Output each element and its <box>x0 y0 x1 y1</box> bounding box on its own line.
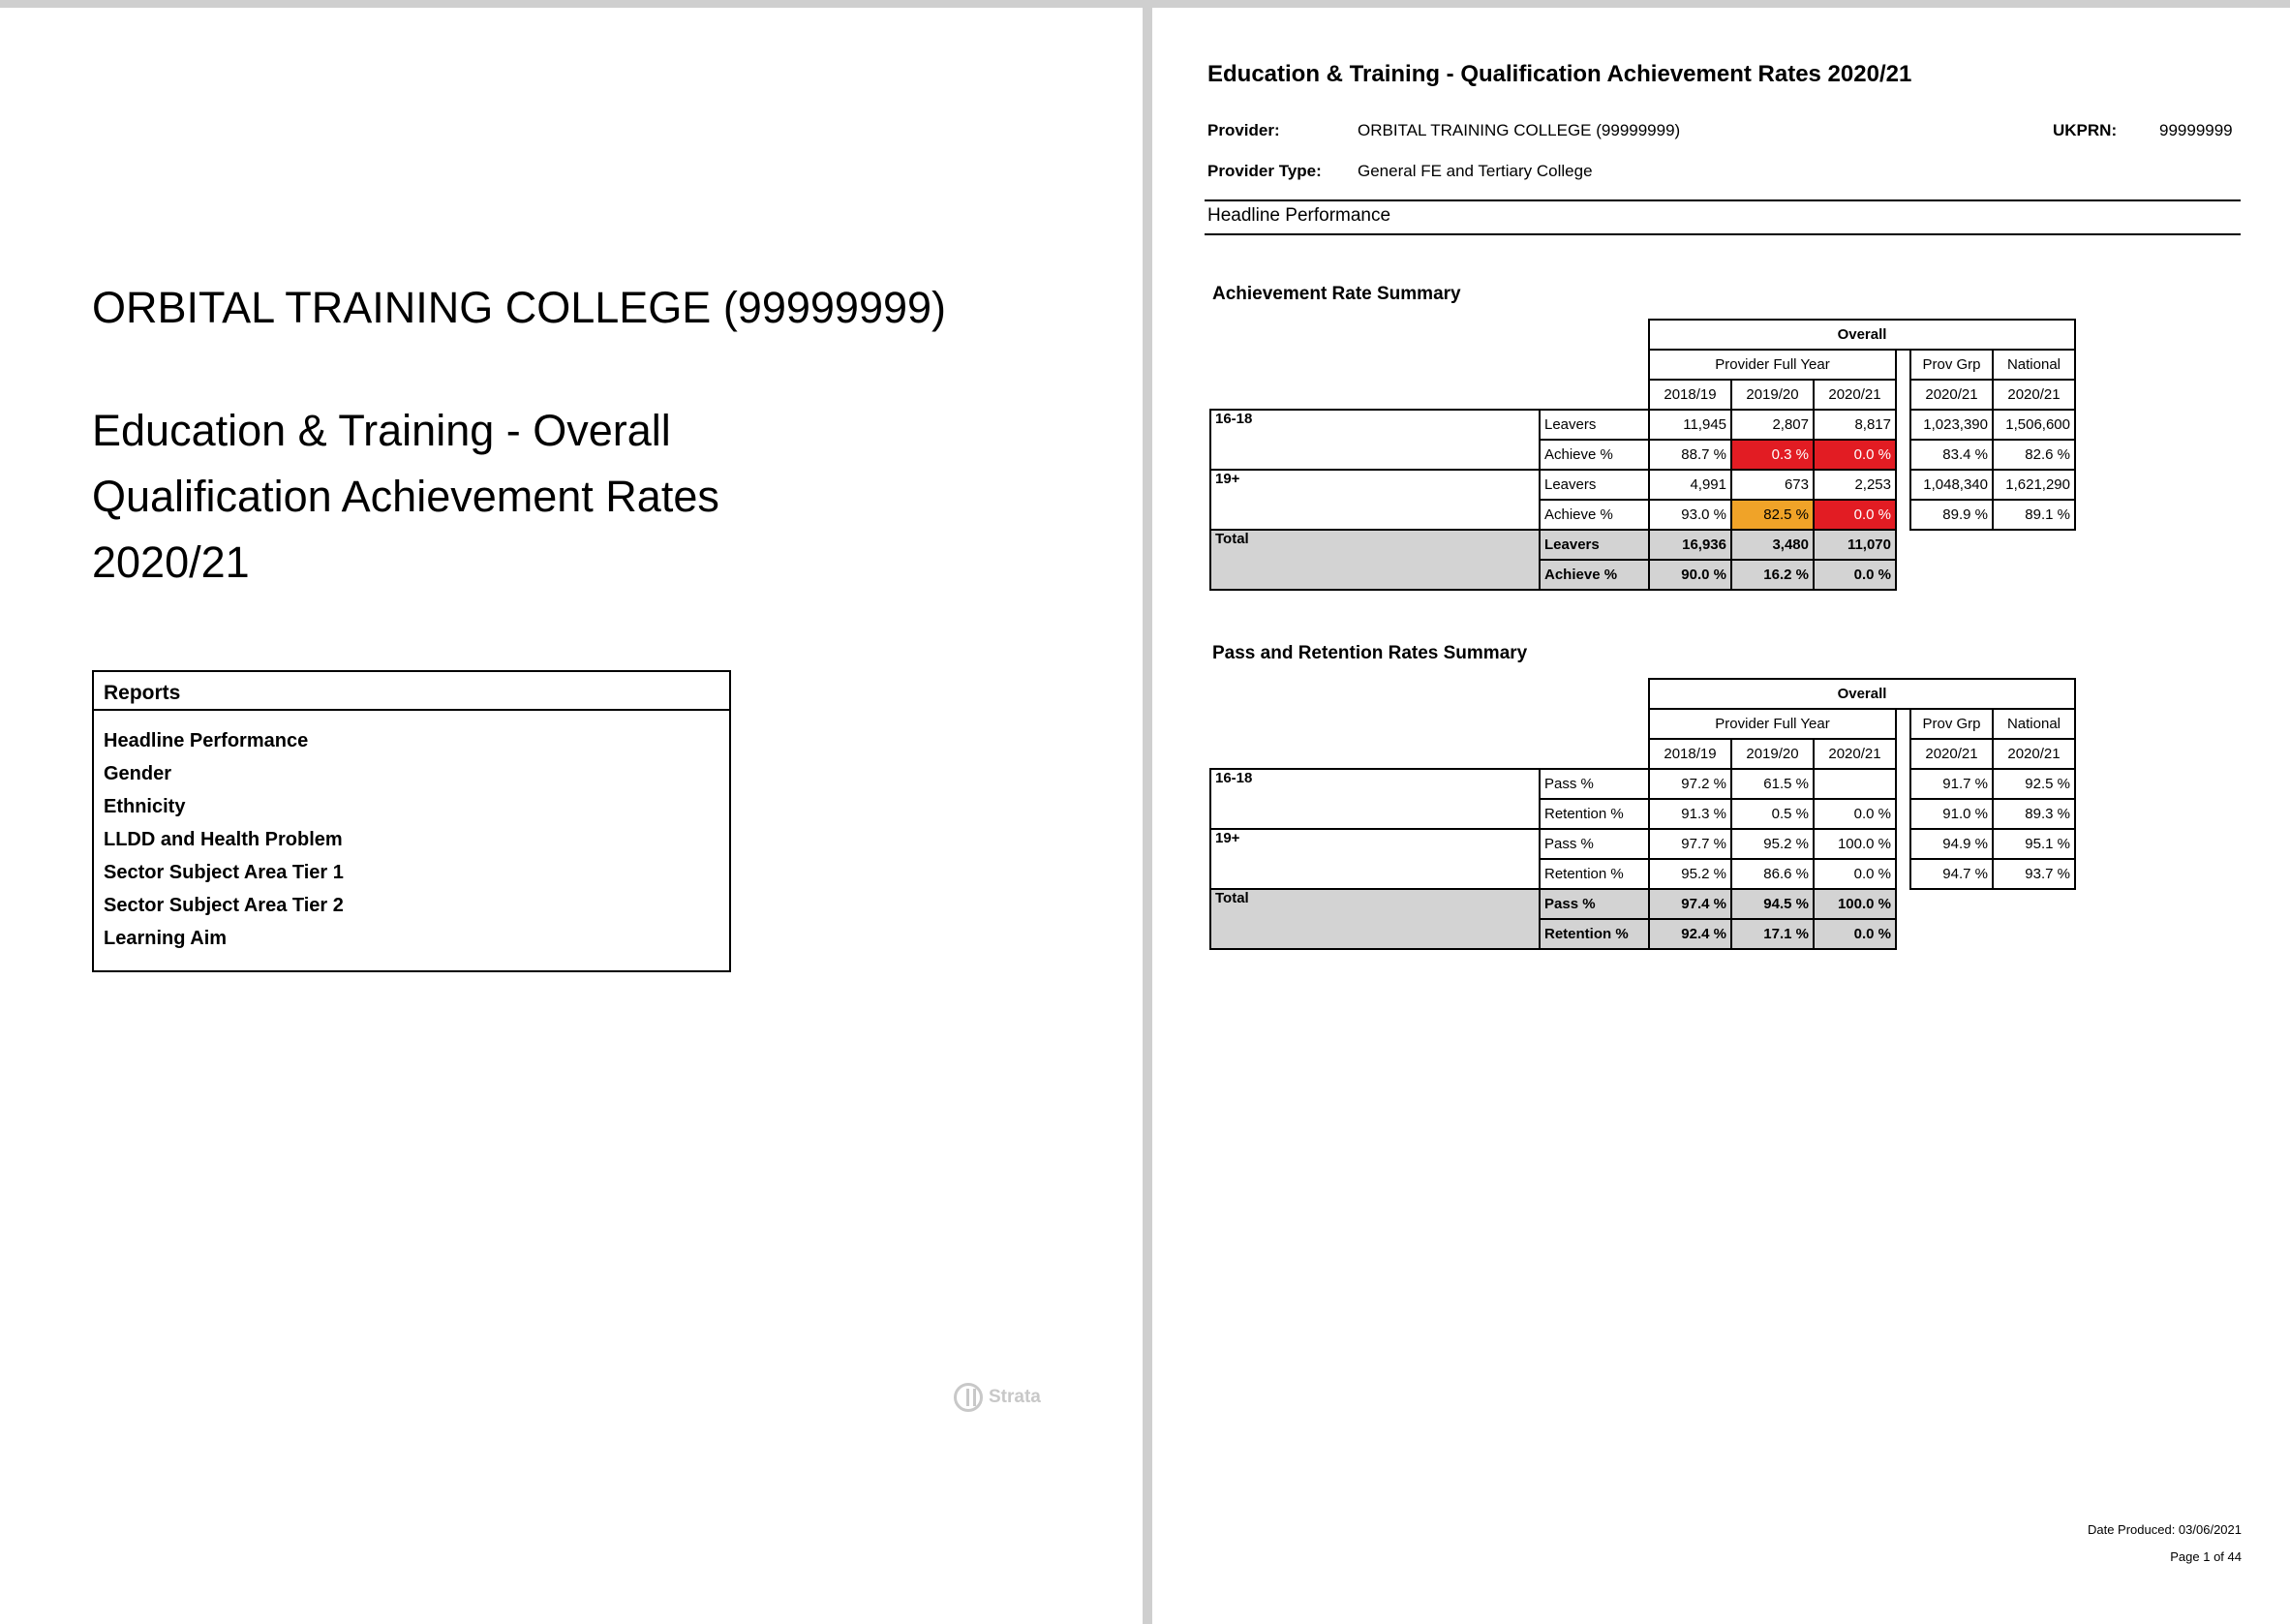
report-link[interactable]: LLDD and Health Problem <box>104 829 343 850</box>
value-cell: 97.7 % <box>1649 829 1731 859</box>
report-link[interactable]: Sector Subject Area Tier 2 <box>104 895 344 916</box>
total-value-cell: 16.2 % <box>1731 560 1814 590</box>
group-label: 16-18 <box>1210 410 1540 470</box>
prov-grp-cell: 1,023,390 <box>1910 410 1993 440</box>
year-header: 2020/21 <box>1910 739 1993 769</box>
report-link[interactable]: Headline Performance <box>104 730 309 751</box>
total-measure-label: Leavers <box>1540 530 1649 560</box>
reports-list <box>94 711 729 955</box>
prov-grp-cell: 1,048,340 <box>1910 470 1993 500</box>
value-cell: 61.5 % <box>1731 769 1814 799</box>
value-cell: 0.5 % <box>1731 799 1814 829</box>
prov-grp-cell: 94.9 % <box>1910 829 1993 859</box>
prov-grp-header: Prov Grp <box>1910 350 1993 380</box>
national-header: National <box>1993 350 2075 380</box>
year-header: 2020/21 <box>1993 739 2075 769</box>
total-value-cell: 0.0 % <box>1814 919 1896 949</box>
provider-type-label: Provider Type: <box>1207 162 1322 180</box>
strata-logo-icon <box>954 1383 983 1412</box>
national-cell: 89.3 % <box>1993 799 2075 829</box>
section-heading: Headline Performance <box>1207 205 1391 226</box>
achievement-table <box>1209 319 2076 591</box>
measure-label: Leavers <box>1540 470 1649 500</box>
report-title: Education & Training - Qualification Achievement Rates 2020/21 <box>1207 61 1912 87</box>
value-cell-amber: 82.5 % <box>1731 500 1814 530</box>
report-link[interactable]: Learning Aim <box>104 928 228 949</box>
date-produced: Date Produced: 03/06/2021 <box>2087 1522 2242 1537</box>
value-cell: 4,991 <box>1649 470 1731 500</box>
value-cell: 95.2 % <box>1731 829 1814 859</box>
total-value-cell: 94.5 % <box>1731 889 1814 919</box>
provider-full-year-header: Provider Full Year <box>1649 350 1896 380</box>
total-value-cell: 17.1 % <box>1731 919 1814 949</box>
year-header: 2020/21 <box>1814 380 1896 410</box>
national-header: National <box>1993 709 2075 739</box>
provider-label: Provider: <box>1207 121 1280 139</box>
value-cell: 97.2 % <box>1649 769 1731 799</box>
achievement-table-title: Achievement Rate Summary <box>1212 284 1461 304</box>
cover-title-line: Qualification Achievement Rates <box>92 472 719 521</box>
prov-grp-cell: 94.7 % <box>1910 859 1993 889</box>
value-cell: 86.6 % <box>1731 859 1814 889</box>
report-link[interactable]: Gender <box>104 763 172 784</box>
value-cell-red: 0.0 % <box>1814 440 1896 470</box>
strata-watermark <box>954 1383 1041 1412</box>
national-cell: 1,506,600 <box>1993 410 2075 440</box>
value-cell: 2,253 <box>1814 470 1896 500</box>
total-label: Total <box>1210 889 1540 949</box>
measure-label: Achieve % <box>1540 440 1649 470</box>
year-header: 2020/21 <box>1814 739 1896 769</box>
year-header: 2018/19 <box>1649 739 1731 769</box>
value-cell: 0.0 % <box>1814 799 1896 829</box>
measure-label: Pass % <box>1540 829 1649 859</box>
value-cell: 11,945 <box>1649 410 1731 440</box>
total-value-cell: 16,936 <box>1649 530 1731 560</box>
total-value-cell: 97.4 % <box>1649 889 1731 919</box>
report-link[interactable]: Ethnicity <box>104 796 186 817</box>
prov-grp-cell: 91.0 % <box>1910 799 1993 829</box>
watermark-text: Strata <box>989 1387 1041 1407</box>
group-label: 19+ <box>1210 470 1540 530</box>
total-value-cell: 0.0 % <box>1814 560 1896 590</box>
measure-label: Achieve % <box>1540 500 1649 530</box>
value-cell: 88.7 % <box>1649 440 1731 470</box>
provider-full-year-header: Provider Full Year <box>1649 709 1896 739</box>
total-measure-label: Pass % <box>1540 889 1649 919</box>
year-header: 2020/21 <box>1910 380 1993 410</box>
value-cell-red: 0.0 % <box>1814 500 1896 530</box>
national-cell: 89.1 % <box>1993 500 2075 530</box>
group-label: 19+ <box>1210 829 1540 889</box>
total-value-cell: 90.0 % <box>1649 560 1731 590</box>
value-cell: 91.3 % <box>1649 799 1731 829</box>
report-page <box>1152 8 2290 1624</box>
national-cell: 82.6 % <box>1993 440 2075 470</box>
national-cell: 95.1 % <box>1993 829 2075 859</box>
national-cell: 92.5 % <box>1993 769 2075 799</box>
cover-college-name: ORBITAL TRAINING COLLEGE (99999999) <box>92 283 947 332</box>
measure-label: Pass % <box>1540 769 1649 799</box>
prov-grp-header: Prov Grp <box>1910 709 1993 739</box>
value-cell-red: 0.3 % <box>1731 440 1814 470</box>
page-number: Page 1 of 44 <box>2170 1549 2242 1564</box>
total-value-cell: 11,070 <box>1814 530 1896 560</box>
prov-grp-cell: 91.7 % <box>1910 769 1993 799</box>
total-value-cell: 3,480 <box>1731 530 1814 560</box>
year-header: 2020/21 <box>1993 380 2075 410</box>
value-cell: 8,817 <box>1814 410 1896 440</box>
section-rule-top <box>1205 199 2241 201</box>
value-cell: 95.2 % <box>1649 859 1731 889</box>
cover-title <box>92 398 963 596</box>
value-cell: 673 <box>1731 470 1814 500</box>
total-label: Total <box>1210 530 1540 590</box>
value-cell <box>1814 769 1896 799</box>
section-rule-bottom <box>1205 233 2241 235</box>
year-header: 2018/19 <box>1649 380 1731 410</box>
provider-type-value: General FE and Tertiary College <box>1358 162 1593 180</box>
report-link[interactable]: Sector Subject Area Tier 1 <box>104 862 344 883</box>
cover-title-line: Education & Training - Overall <box>92 406 671 455</box>
total-measure-label: Retention % <box>1540 919 1649 949</box>
overall-header: Overall <box>1649 320 2075 350</box>
measure-label: Retention % <box>1540 799 1649 829</box>
ukprn-value: 99999999 <box>2159 121 2233 139</box>
national-cell: 93.7 % <box>1993 859 2075 889</box>
prov-grp-cell: 83.4 % <box>1910 440 1993 470</box>
value-cell: 100.0 % <box>1814 829 1896 859</box>
total-measure-label: Achieve % <box>1540 560 1649 590</box>
value-cell: 2,807 <box>1731 410 1814 440</box>
overall-header: Overall <box>1649 679 2075 709</box>
national-cell: 1,621,290 <box>1993 470 2075 500</box>
value-cell: 93.0 % <box>1649 500 1731 530</box>
prov-grp-cell: 89.9 % <box>1910 500 1993 530</box>
ukprn-label: UKPRN: <box>2053 121 2118 139</box>
pass-retention-table <box>1209 678 2076 950</box>
measure-label: Leavers <box>1540 410 1649 440</box>
provider-value: ORBITAL TRAINING COLLEGE (99999999) <box>1358 121 1681 139</box>
pass-table-title: Pass and Retention Rates Summary <box>1212 643 1528 663</box>
total-value-cell: 100.0 % <box>1814 889 1896 919</box>
cover-page <box>0 8 1143 1624</box>
measure-label: Retention % <box>1540 859 1649 889</box>
year-header: 2019/20 <box>1731 380 1814 410</box>
total-value-cell: 92.4 % <box>1649 919 1731 949</box>
group-label: 16-18 <box>1210 769 1540 829</box>
reports-box <box>92 670 731 972</box>
cover-title-line: 2020/21 <box>92 537 250 587</box>
value-cell: 0.0 % <box>1814 859 1896 889</box>
reports-heading: Reports <box>94 672 729 711</box>
year-header: 2019/20 <box>1731 739 1814 769</box>
